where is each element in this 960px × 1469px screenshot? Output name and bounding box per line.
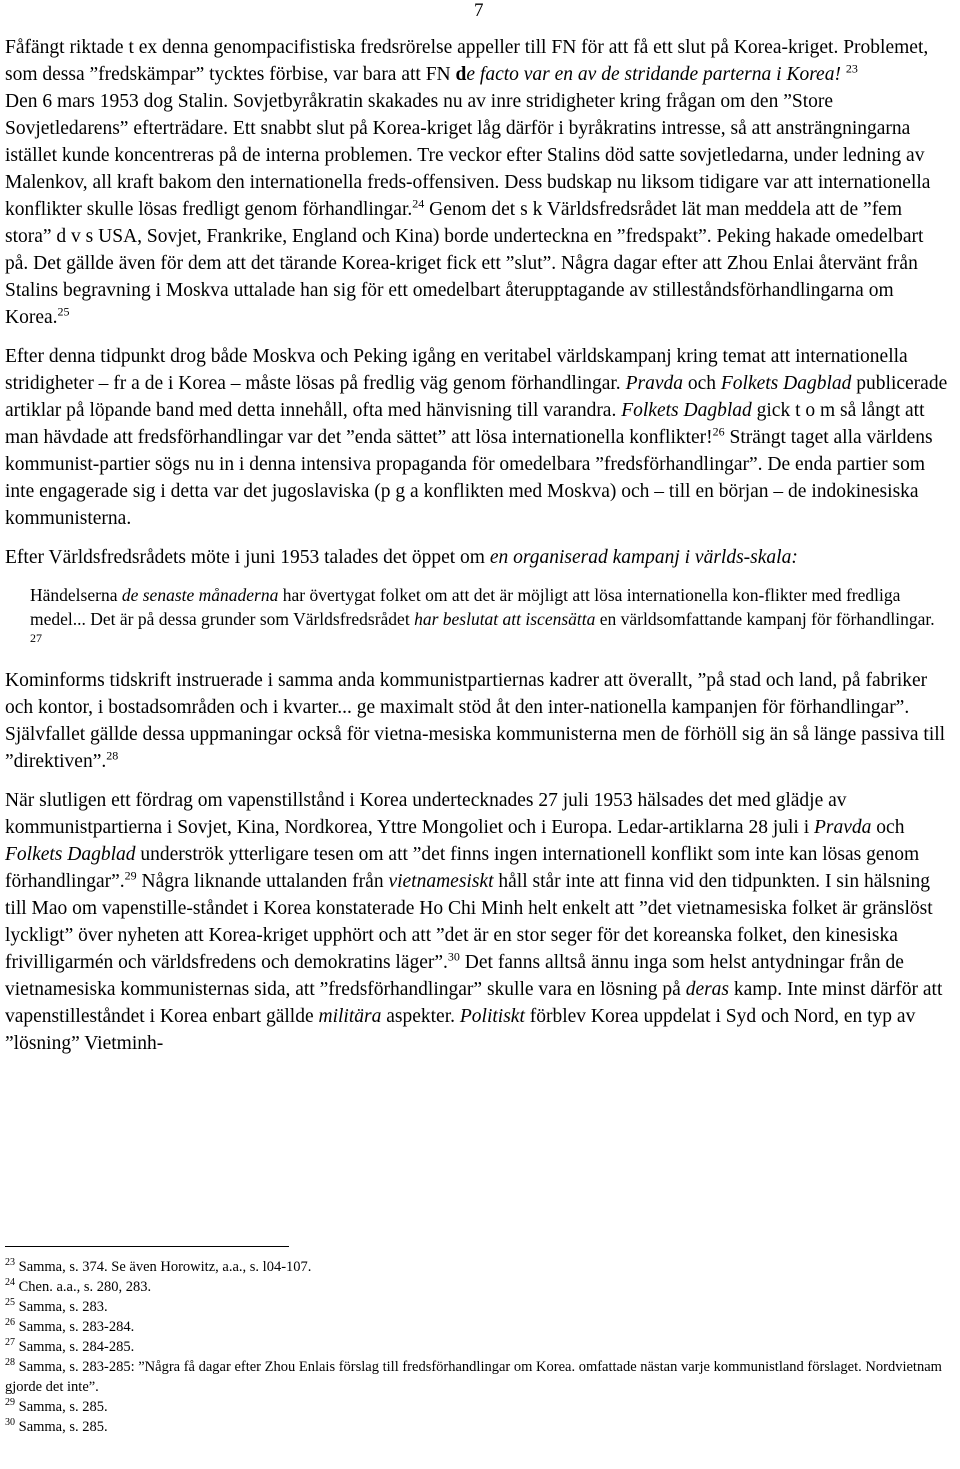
text-run: Genom det s k Världsfredsrådet lät man meddela att de ”fem stora” d v s USA, Sovjet, Frankrike, England och Kina) borde underteckna en ”fredspakt”. Peking hakade omedelbart på. Det gällde även för dem att det tärande Korea-kriget fick ett ”slut”. Några dagar efter att Zhou Enlai återvänt från Stalins begravning i Moskva uttalade han sig för ett omedelbart återupptagande av stilleståndsförhandlingarna om Korea.: [5, 199, 924, 328]
text-run: har övertygat folket om att det är möjligt att lösa internationella kon-flikter med fredliga medel... Det är på dessa grunder som Världsfredsrådet: [30, 585, 901, 629]
footnote-ref[interactable]: 29: [124, 868, 137, 883]
footnote: [5, 1297, 950, 1317]
paragraph-3: [5, 343, 950, 532]
italic-text: Folkets Dagblad: [5, 844, 136, 865]
text-run: aspekter.: [381, 1006, 460, 1027]
footnote-ref[interactable]: 23: [845, 61, 858, 76]
footnote-text: Samma, s. 283-285: ”Några få dagar efter Zhou Enlais förslag till fredsförhandlingar om Korea. omfattade nästan varje kommunistland förslaget. Nordvietnam gjorde det inte”.: [5, 1359, 942, 1395]
italic-text: de senaste månaderna: [121, 585, 279, 605]
italic-text: en organiserad kampanj i världs-skala:: [489, 547, 798, 568]
footnote: [5, 1397, 950, 1417]
text-run: förblev Korea uppdelat i Syd och Nord, en typ av ”lösning” Vietminh-: [5, 1006, 916, 1054]
footnote-ref[interactable]: 27: [30, 631, 42, 646]
footnote-number: 24: [5, 1277, 15, 1289]
footnote: [5, 1277, 950, 1297]
italic-text: har beslutat att iscensätta: [414, 609, 596, 629]
footnote: [5, 1257, 950, 1277]
text-run: och: [871, 817, 905, 838]
footnote-text: Samma, s. 285.: [18, 1399, 108, 1415]
footnote-divider: [5, 1246, 289, 1247]
italic-text: e facto var en av de stridande parterna i Korea!: [466, 64, 841, 85]
footnote-text: Chen. a.a., s. 280, 283.: [18, 1279, 152, 1295]
text-run: kamp. Inte minst därför att vapenstilleståndet i Korea enbart gällde: [5, 979, 943, 1027]
text-run: underströk ytterligare tesen om att ”det finns ingen internationell konflikt som inte kan lösas genom förhandlingar”.: [5, 844, 920, 892]
footnote-text: Samma, s. 374. Se även Horowitz, a.a., s. l04-107.: [18, 1259, 312, 1275]
footnote-number: 26: [5, 1317, 15, 1329]
text-run: Fåfängt riktade t ex denna genompacifistiska fredsrörelse appeller till FN för att få ett slut på Korea-kriget. Problemet, som dessa ”fredskämpar” tycktes förbise, var bara att FN: [5, 37, 929, 85]
text-run: När slutligen ett fördrag om vapenstillstånd i Korea undertecknades 27 juli 1953 hälsades det med glädje av kommunistpartierna i Sovjet, Kina, Nordkorea, Yttre Mongoliet och i Europa. Ledar-artiklarna 28 juli i: [5, 790, 847, 838]
footnote-number: 29: [5, 1397, 15, 1409]
italic-text: militära: [318, 1006, 382, 1027]
block-quote: [30, 583, 950, 655]
bold-text: d: [455, 64, 467, 85]
footnote-ref[interactable]: 26: [712, 424, 725, 439]
italic-text: Pravda: [814, 817, 872, 838]
italic-text: Pravda: [625, 373, 683, 394]
footnote: [5, 1357, 950, 1397]
text-run: och: [682, 373, 721, 394]
paragraph-6: [5, 787, 950, 1057]
footnote-text: Samma, s. 285.: [18, 1419, 108, 1435]
paragraph-5: [5, 667, 950, 775]
text-run: en världsomfattande kampanj för förhandlingar.: [595, 609, 935, 629]
text-run: Efter Världsfredsrådets möte i juni 1953 talades det öppet om: [5, 547, 490, 568]
footnotes: [5, 1246, 950, 1437]
italic-text: Folkets Dagblad: [621, 400, 752, 421]
footnote-text: Samma, s. 283.: [18, 1299, 108, 1315]
footnote: [5, 1337, 950, 1357]
page-number: 7: [474, 0, 484, 21]
italic-text: vietnamesiskt: [388, 871, 494, 892]
text-run: Efter denna tidpunkt drog både Moskva och Peking igång en veritabel världskampanj kring temat att internationella stridigheter – fr a de i Korea – måste lösas på fredlig väg genom förhandlingar.: [5, 346, 908, 394]
footnote-ref[interactable]: 25: [57, 304, 70, 319]
text-run: Kominforms tidskrift instruerade i samma anda kommunistpartiernas kadrer att överallt, ”på stad och land, på fabriker och kontor, i bostadsområden och i kvarter... ge maximalt stöd åt den inter-nationella kampanjen för förhandlingar”. Självfallet gällde dessa uppmaningar också för vietna-mesiska kommunisterna men de förhöll sig än så länge passiva till ”direktiven”.: [5, 670, 946, 772]
text-run: Händelserna: [30, 585, 122, 605]
paragraph-2: [5, 88, 950, 331]
text-run: gick t o m så långt att man hävdade att fredsförhandlingar var det ”enda sättet” att lösa internationella konflikter!: [5, 400, 925, 448]
footnote-number: 30: [5, 1417, 15, 1429]
italic-text: deras: [685, 979, 730, 1000]
footnote: [5, 1317, 950, 1337]
footnote-ref[interactable]: 30: [447, 949, 460, 964]
text-run: Det fanns alltså ännu inga som helst antydningar från de vietnamesiska kommunisternas sida, att ”fredsförhandlingar” skulle vara en lösning på: [5, 952, 904, 1000]
footnote-text: Samma, s. 283-284.: [18, 1319, 135, 1335]
footnote-number: 25: [5, 1297, 15, 1309]
italic-text: Folkets Dagblad: [720, 373, 852, 394]
text-run: håll står inte att finna vid den tidpunkten. I sin hälsning till Mao om vapenstille-ståndet i Korea konstaterade Ho Chi Minh helt enkelt att ”det vietnamesiska folket är gränslöst lyckligt” över nyheten att Korea-kriget upphört och att ”det är en stor seger för det koreanska folket, den kinesiska frivilligarmén och världsfredens och demokratins läger”.: [5, 871, 933, 973]
footnote-number: 27: [5, 1337, 15, 1349]
footnote-ref[interactable]: 28: [106, 748, 119, 763]
paragraph-4: [5, 544, 950, 571]
text-run: Några liknande uttalanden från: [136, 871, 389, 892]
document-body: [5, 34, 950, 1069]
footnote-number: 23: [5, 1257, 15, 1269]
text-run: Den 6 mars 1953 dog Stalin. Sovjetbyråkratin skakades nu av inre stridigheter kring frågan om den ”Store Sovjetledarens” efterträdare. Ett snabbt slut på Korea-kriget låg därför i byråkratins intresse, så att ansträngningarna istället kunde koncentreras på de interna problemen. Tre veckor efter Stalins död satte sovjetledarna, under ledning av Malenkov, all kraft bakom den internationella freds-offensiven. Dess budskap nu liksom tidigare var att internationella konflikter skulle lösas fredligt genom förhandlingar.: [5, 91, 931, 220]
text-run: publicerade artiklar på löpande band med detta innehåll, ofta med hänvisning till varandra.: [5, 373, 948, 421]
footnote-number: 28: [5, 1357, 15, 1369]
footnote-text: Samma, s. 284-285.: [18, 1339, 135, 1355]
footnote-ref[interactable]: 24: [412, 196, 425, 211]
italic-text: Politiskt: [459, 1006, 525, 1027]
text-run: Strängt taget alla världens kommunist-partier sögs nu in i denna intensiva propaganda för omedelbara ”fredsförhandlingar”. De enda partier som inte engagerade sig i detta var det jugoslaviska (p g a konflikten med Moskva) och – till en början – de indokinesiska kommunisterna.: [5, 427, 933, 529]
paragraph-1: [5, 34, 950, 88]
footnote: [5, 1417, 950, 1437]
